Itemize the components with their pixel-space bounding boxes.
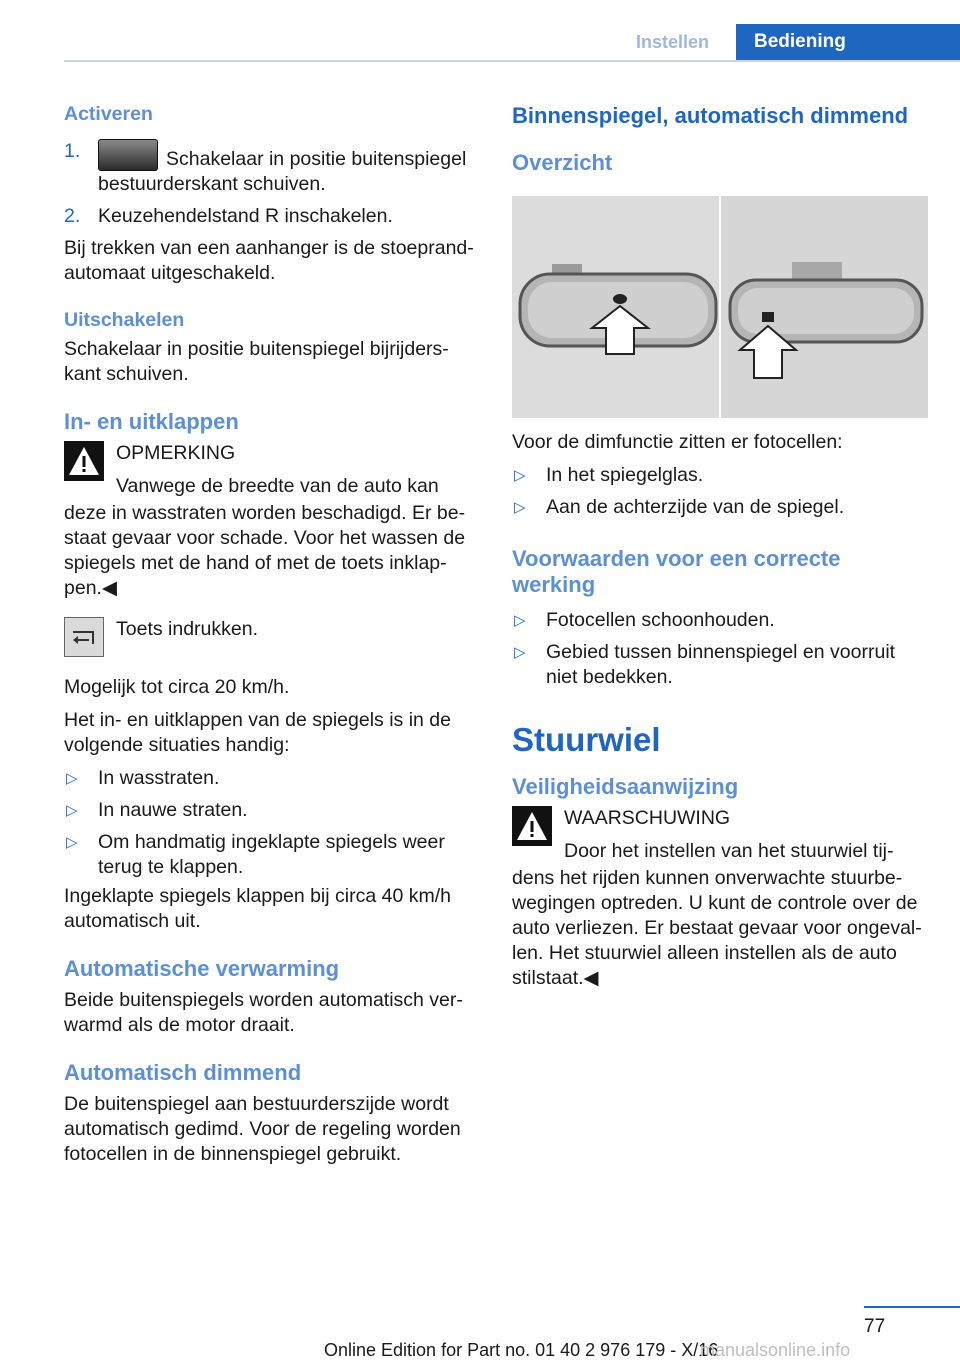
- step-2-number: 2.: [64, 205, 81, 227]
- bullet-triangle-icon: ▷: [514, 467, 526, 484]
- dimmend-text: De buitenspiegel aan bestuurderszijde wordt automatisch gedimd. Voor de regeling worden fotocellen in de binnenspiegel gebruikt.: [64, 1093, 461, 1165]
- list-item: [64, 798, 478, 823]
- step-2: [64, 204, 478, 229]
- warning-text-rest: dens het rijden kunnen onverwachte stuurbe-wegingen optreden. U kunt de controle over de auto verliezen. Er bestaat gevaar voor ongeval-len. Het stuurwiel alleen instellen als de auto stilstaat.◀: [512, 867, 922, 989]
- tab-bediening[interactable]: Bediening: [736, 24, 960, 62]
- mogelijk-text: Mogelijk tot circa 20 km/h.: [64, 676, 290, 698]
- warning-label: WAARSCHUWING: [564, 807, 731, 829]
- fold-mirror-icon: [64, 617, 104, 657]
- list-item: [512, 495, 926, 520]
- list-item-text: Fotocellen schoonhouden.: [546, 609, 775, 631]
- step-1-number: 1.: [64, 140, 81, 162]
- note-label: OPMERKING: [116, 442, 236, 464]
- fold-button-block: [64, 617, 478, 665]
- note-text-first: Vanwege de breedte van de auto kan: [116, 475, 439, 497]
- mirror-switch-icon: [98, 139, 158, 171]
- list-item-text: In wasstraten.: [98, 767, 220, 789]
- handig-text: Het in- en uitklappen van de spiegels is in de volgende situaties handig:: [64, 709, 451, 756]
- bullet-triangle-icon: ▷: [514, 499, 526, 516]
- aanhanger-text: Bij trekken van een aanhanger is de stoeprand-automaat uitgeschakeld.: [64, 237, 474, 284]
- activeren-heading: Activeren: [64, 103, 153, 125]
- edition-text: Online Edition for Part no. 01 40 2 976 179 - X/16: [324, 1340, 719, 1360]
- left-column: [64, 102, 478, 1169]
- voorwaarden-heading: Voorwaarden voor een correcte werking: [512, 546, 841, 597]
- list-item-text: Om handmatig ingeklapte spiegels weer terug te klappen.: [98, 831, 445, 878]
- list-item-text: Gebied tussen binnenspiegel en voorruit niet bedekken.: [546, 641, 896, 688]
- list-item: [512, 640, 926, 690]
- note-block: [64, 441, 478, 601]
- inklappen-heading: In- en uitklappen: [64, 409, 239, 434]
- uitschakelen-heading: Uitschakelen: [64, 309, 185, 331]
- overzicht-heading: Overzicht: [512, 150, 613, 175]
- header-divider: [64, 60, 960, 62]
- list-item: [64, 766, 478, 791]
- ingeklapt-text: Ingeklapte spiegels klappen bij circa 40 km/h automatisch uit.: [64, 885, 451, 932]
- fotocellen-text: Voor de dimfunctie zitten er fotocellen:: [512, 431, 843, 453]
- note-text-rest: deze in wasstraten worden beschadigd. Er be-staat gevaar voor schade. Voor het wassen de spiegels met de hand of met de toets inklap-pen.◀: [64, 502, 466, 599]
- bullet-triangle-icon: ▷: [66, 834, 78, 851]
- bullet-triangle-icon: ▷: [514, 644, 526, 661]
- bullet-triangle-icon: ▷: [514, 612, 526, 629]
- list-item: [64, 830, 478, 880]
- toets-text: Toets indrukken.: [116, 618, 258, 640]
- binnenspiegel-heading: Binnenspiegel, automatisch dimmend: [512, 103, 909, 128]
- step-1: [64, 139, 478, 197]
- watermark-text: manualsonline.info: [700, 1340, 851, 1360]
- list-item: [512, 463, 926, 488]
- tab-instellen[interactable]: Instellen: [636, 32, 710, 52]
- footer-divider: [864, 1306, 960, 1308]
- warning-block: [512, 806, 926, 991]
- list-item-text: In nauwe straten.: [98, 799, 248, 821]
- dimmend-heading: Automatisch dimmend: [64, 1060, 302, 1085]
- warning-text-first: Door het instellen van het stuurwiel tij-: [564, 840, 894, 862]
- step-1-text: Schakelaar in positie buitenspiegel bestuurderskant schuiven.: [98, 148, 467, 195]
- stuurwiel-heading: Stuurwiel: [512, 721, 661, 758]
- uitschakelen-text: Schakelaar in positie buitenspiegel bijrijders-kant schuiven.: [64, 338, 449, 385]
- list-item: [512, 608, 926, 633]
- list-item-text: Aan de achterzijde van de spiegel.: [546, 496, 845, 518]
- mirror-photo: [512, 196, 928, 418]
- verwarming-heading: Automatische verwarming: [64, 956, 340, 981]
- veiligheid-heading: Veiligheidsaanwijzing: [512, 774, 739, 799]
- bullet-triangle-icon: ▷: [66, 770, 78, 787]
- bullet-triangle-icon: ▷: [66, 802, 78, 819]
- warning-icon: [64, 441, 104, 481]
- right-column: [512, 102, 926, 993]
- step-2-text: Keuzehendelstand R inschakelen.: [98, 205, 393, 227]
- warning-icon: [512, 806, 552, 846]
- verwarming-text: Beide buitenspiegels worden automatisch ver-warmd als de motor draait.: [64, 989, 463, 1036]
- list-item-text: In het spiegelglas.: [546, 464, 704, 486]
- page-number: 77: [864, 1316, 886, 1337]
